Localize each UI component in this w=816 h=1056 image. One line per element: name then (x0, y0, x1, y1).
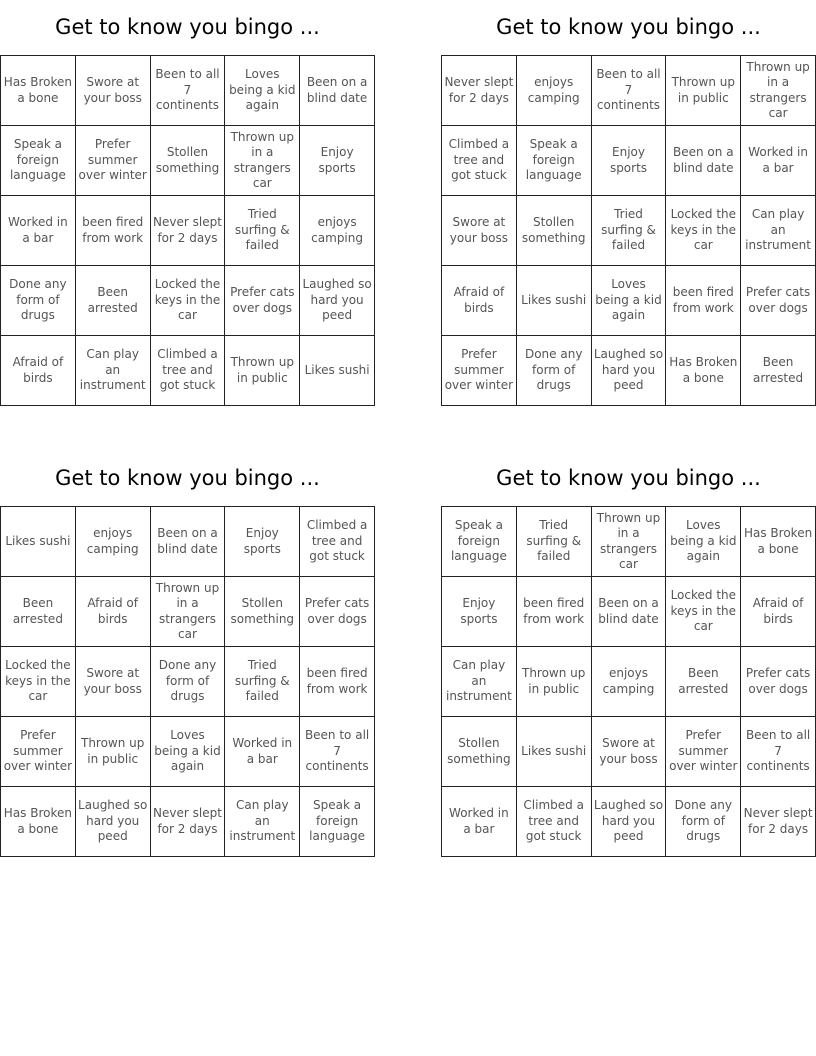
bingo-cell: Worked in a bar (741, 126, 816, 196)
bingo-cell: Swore at your boss (442, 196, 517, 266)
bingo-cell: Prefer summer over winter (666, 717, 741, 787)
bingo-cell: Locked the keys in the car (666, 196, 741, 266)
bingo-cell: Locked the keys in the car (1, 647, 76, 717)
bingo-cell: Been to all 7 continents (741, 717, 816, 787)
bingo-cell: Climbed a tree and got stuck (300, 507, 375, 577)
bingo-cell: Prefer cats over dogs (741, 266, 816, 336)
bingo-cell: Afraid of birds (1, 336, 76, 406)
bingo-cell: Has Broken a bone (741, 507, 816, 577)
bingo-cell: Thrown up in a strangers car (741, 56, 816, 126)
bingo-cell: been fired from work (666, 266, 741, 336)
bingo-cell: Been arrested (741, 336, 816, 406)
bingo-cell: Loves being a kid again (592, 266, 667, 336)
bingo-cell: Thrown up in public (517, 647, 592, 717)
bingo-cell: Swore at your boss (592, 717, 667, 787)
bingo-cell: Afraid of birds (442, 266, 517, 336)
bingo-cell: Been arrested (76, 266, 151, 336)
bingo-cell: Prefer summer over winter (1, 717, 76, 787)
bingo-cell: Been on a blind date (151, 507, 226, 577)
bingo-grid (441, 55, 816, 406)
bingo-cell: Afraid of birds (76, 577, 151, 647)
bingo-cell: Enjoy sports (300, 126, 375, 196)
bingo-cell: Likes sushi (300, 336, 375, 406)
bingo-cell: Thrown up in public (666, 56, 741, 126)
card-title: Get to know you bingo ... (496, 466, 761, 490)
bingo-cell: Been on a blind date (666, 126, 741, 196)
bingo-cell: Locked the keys in the car (151, 266, 226, 336)
bingo-cell: Been to all 7 continents (151, 56, 226, 126)
bingo-cell: Can play an instrument (741, 196, 816, 266)
bingo-cell: Stollen something (151, 126, 226, 196)
bingo-cell: Speak a foreign language (442, 507, 517, 577)
bingo-cell: Loves being a kid again (151, 717, 226, 787)
bingo-cell: Thrown up in a strangers car (225, 126, 300, 196)
bingo-cell: Been arrested (1, 577, 76, 647)
bingo-cell: Laughed so hard you peed (592, 787, 667, 857)
bingo-cell: Thrown up in a strangers car (592, 507, 667, 577)
bingo-cell: Swore at your boss (76, 647, 151, 717)
bingo-cell: Tried surfing & failed (225, 647, 300, 717)
bingo-cell: Loves being a kid again (666, 507, 741, 577)
bingo-cell: Has Broken a bone (1, 56, 76, 126)
bingo-cell: Thrown up in public (76, 717, 151, 787)
bingo-cell: been fired from work (300, 647, 375, 717)
bingo-cell: Can play an instrument (442, 647, 517, 717)
card-title: Get to know you bingo ... (55, 466, 320, 490)
bingo-cell: enjoys camping (517, 56, 592, 126)
bingo-cell: Speak a foreign language (1, 126, 76, 196)
bingo-cell: Been on a blind date (300, 56, 375, 126)
bingo-cell: Prefer summer over winter (442, 336, 517, 406)
bingo-cell: Tried surfing & failed (517, 507, 592, 577)
bingo-grid (0, 55, 375, 406)
bingo-cell: Tried surfing & failed (592, 196, 667, 266)
bingo-cell: Worked in a bar (442, 787, 517, 857)
bingo-cell: Climbed a tree and got stuck (517, 787, 592, 857)
bingo-cell: Been arrested (666, 647, 741, 717)
bingo-cell: Never slept for 2 days (741, 787, 816, 857)
bingo-cell: enjoys camping (76, 507, 151, 577)
bingo-cell: Been to all 7 continents (592, 56, 667, 126)
bingo-cell: Speak a foreign language (517, 126, 592, 196)
bingo-grid (441, 506, 816, 857)
bingo-card-1 (0, 0, 375, 406)
bingo-cell: Never slept for 2 days (151, 196, 226, 266)
bingo-cell: Laughed so hard you peed (300, 266, 375, 336)
bingo-cell: Been to all 7 continents (300, 717, 375, 787)
bingo-cell: Loves being a kid again (225, 56, 300, 126)
bingo-cell: Laughed so hard you peed (76, 787, 151, 857)
bingo-cell: Has Broken a bone (1, 787, 76, 857)
bingo-cell: Likes sushi (517, 266, 592, 336)
bingo-cell: Never slept for 2 days (442, 56, 517, 126)
bingo-cell: Done any form of drugs (151, 647, 226, 717)
bingo-cell: Afraid of birds (741, 577, 816, 647)
bingo-cell: Can play an instrument (76, 336, 151, 406)
bingo-cell: Enjoy sports (225, 507, 300, 577)
bingo-cell: Likes sushi (1, 507, 76, 577)
bingo-cell: Climbed a tree and got stuck (151, 336, 226, 406)
bingo-cell: Done any form of drugs (517, 336, 592, 406)
bingo-cell: Prefer cats over dogs (225, 266, 300, 336)
bingo-cell: Stollen something (517, 196, 592, 266)
bingo-cell: Prefer summer over winter (76, 126, 151, 196)
bingo-cell: Locked the keys in the car (666, 577, 741, 647)
card-title: Get to know you bingo ... (496, 15, 761, 39)
bingo-cell: Prefer cats over dogs (300, 577, 375, 647)
bingo-cell: Thrown up in a strangers car (151, 577, 226, 647)
bingo-cell: Done any form of drugs (1, 266, 76, 336)
bingo-cell: Enjoy sports (592, 126, 667, 196)
bingo-cell: Laughed so hard you peed (592, 336, 667, 406)
bingo-card-4 (441, 451, 816, 857)
bingo-cell: Worked in a bar (225, 717, 300, 787)
bingo-cell: Worked in a bar (1, 196, 76, 266)
bingo-cell: Likes sushi (517, 717, 592, 787)
bingo-card-3 (0, 451, 375, 857)
bingo-grid (0, 506, 375, 857)
bingo-cell: Thrown up in public (225, 336, 300, 406)
bingo-cell: Climbed a tree and got stuck (442, 126, 517, 196)
bingo-cell: enjoys camping (300, 196, 375, 266)
bingo-cell: Stollen something (442, 717, 517, 787)
bingo-cell: Tried surfing & failed (225, 196, 300, 266)
bingo-cell: enjoys camping (592, 647, 667, 717)
bingo-cell: Speak a foreign language (300, 787, 375, 857)
bingo-cell: been fired from work (517, 577, 592, 647)
bingo-card-2 (441, 0, 816, 406)
bingo-cell: Can play an instrument (225, 787, 300, 857)
bingo-cell: Been on a blind date (592, 577, 667, 647)
bingo-cell: Stollen something (225, 577, 300, 647)
bingo-cell: Done any form of drugs (666, 787, 741, 857)
bingo-cell: Never slept for 2 days (151, 787, 226, 857)
bingo-cell: Swore at your boss (76, 56, 151, 126)
bingo-cell: Prefer cats over dogs (741, 647, 816, 717)
bingo-cell: Enjoy sports (442, 577, 517, 647)
card-title: Get to know you bingo ... (55, 15, 320, 39)
bingo-cell: Has Broken a bone (666, 336, 741, 406)
bingo-cell: been fired from work (76, 196, 151, 266)
